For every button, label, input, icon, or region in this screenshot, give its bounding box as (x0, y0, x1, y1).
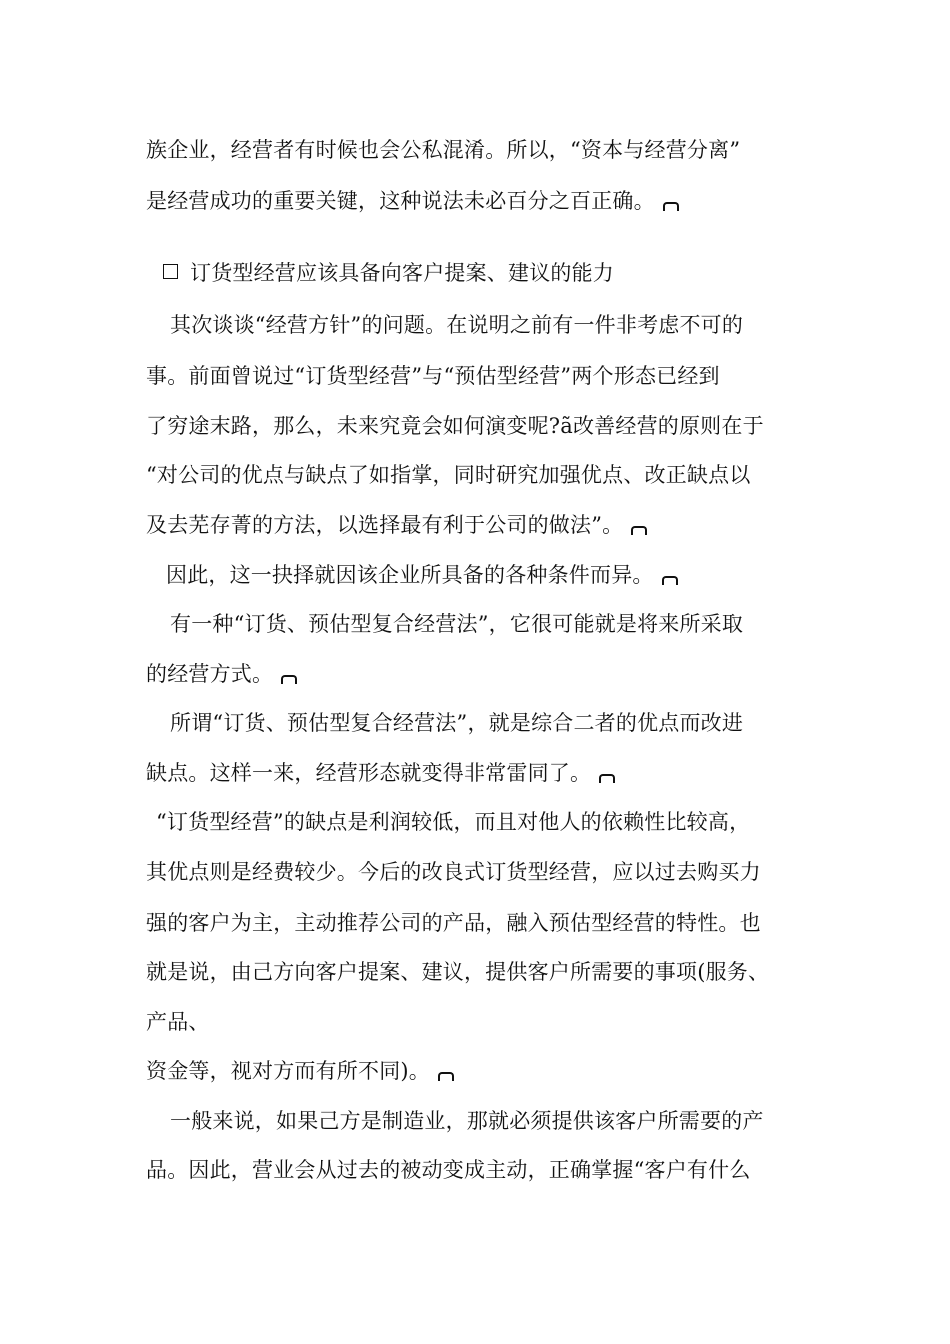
text-line-content: 事。前面曾说过“订货型经营”与“预估型经营”两个形态已经到 (146, 364, 720, 388)
text-line-content: 资金等，视对方而有所不同)。 (146, 1059, 430, 1083)
text-line-content: 就是说，由己方向客户提案、建议，提供客户所需要的事项(服务、 (146, 960, 770, 984)
text-line-content: 其次谈谈“经营方针”的问题。在说明之前有一件非考虑不可的 (170, 313, 744, 337)
text-line-content: 族企业，经营者有时候也会公私混淆。所以，“资本与经营分离” (146, 138, 741, 162)
text-line-content: “对公司的优点与缺点了如指掌，同时研究加强优点、改正缺点以 (146, 463, 751, 487)
text-line-content: 因此，这一抉择就因该企业所具备的各种条件而异。 (166, 563, 654, 587)
paragraph-mark-icon (436, 1070, 456, 1080)
paragraph-mark-icon (629, 524, 649, 534)
text-line (146, 758, 816, 788)
text-line (170, 609, 840, 639)
text-line (146, 186, 816, 216)
text-line (170, 708, 840, 738)
text-line-content: 品。因此，营业会从过去的被动变成主动，正确掌握“客户有什么 (146, 1158, 751, 1182)
text-line-content: 及去芜存菁的方法，以选择最有利于公司的做法”。 (146, 513, 624, 537)
text-line (146, 361, 816, 391)
text-line (146, 460, 816, 490)
section-heading (163, 258, 833, 288)
paragraph-mark-icon (597, 772, 617, 782)
text-line-content: 强的客户为主，主动推荐公司的产品，融入预估型经营的特性。也 (146, 911, 761, 935)
paragraph-mark-icon (661, 200, 681, 210)
text-line (146, 857, 816, 887)
text-line-content: 所谓“订货、预估型复合经营法”，就是综合二者的优点而改进 (170, 711, 744, 735)
text-line-content: 了穷途末路，那么，未来究竟会如何演变呢?ã改善经营的原则在于 (146, 414, 764, 438)
text-line (156, 807, 826, 837)
text-line-content: 一般来说，如果己方是制造业，那就必须提供该客户所需要的产 (170, 1109, 764, 1133)
checkbox-square-icon (163, 264, 178, 279)
text-line (146, 1155, 816, 1185)
text-line-content: 是经营成功的重要关键，这种说法未必百分之百正确。 (146, 189, 655, 213)
text-line (146, 1056, 816, 1086)
text-line-content: 有一种“订货、预估型复合经营法”，它很可能就是将来所采取 (170, 612, 744, 636)
text-line (166, 560, 836, 590)
text-line-content: 其优点则是经费较少。今后的改良式订货型经营，应以过去购买力 (146, 860, 761, 884)
text-line (170, 310, 840, 340)
text-line (146, 659, 816, 689)
text-line-content: 产品、 (146, 1010, 210, 1034)
text-line (170, 1106, 840, 1136)
paragraph-mark-icon (660, 574, 680, 584)
paragraph-mark-icon (279, 673, 299, 683)
text-line (146, 135, 816, 165)
text-line (146, 411, 816, 441)
text-line (146, 510, 816, 540)
section-heading-text: 订货型经营应该具备向客户提案、建议的能力 (190, 261, 614, 285)
text-line (146, 957, 816, 987)
text-line (146, 1007, 816, 1037)
text-line-content: 的经营方式。 (146, 662, 274, 686)
text-line-content: “订货型经营”的缺点是利润较低，而且对他人的依赖性比较高， (156, 810, 751, 834)
text-line-content: 缺点。这样一来，经营形态就变得非常雷同了。 (146, 761, 592, 785)
text-line (146, 908, 816, 938)
